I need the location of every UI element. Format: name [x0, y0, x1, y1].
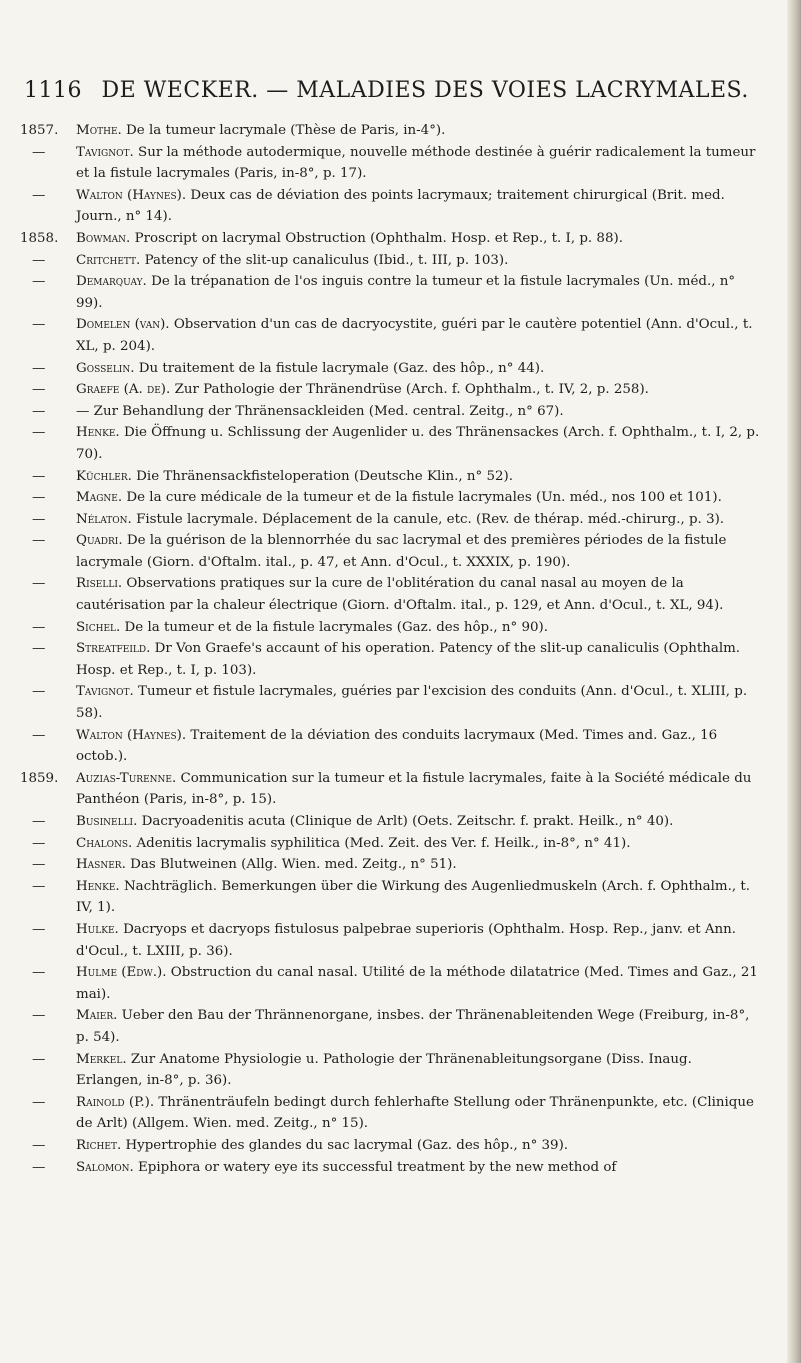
entry-text: Observations pratiques sur la cure de l'oblitération du canal nasal au moyen de la cautérisation par la chaleur électrique (Giorn. d'Oftalm. ital., p. 129, et Ann. d'Ocul., t. XL, 94). [76, 576, 724, 614]
entry-text: Sur la méthode autodermique, nouvelle méthode destinée à guérir radicalement la tumeur et la fistule lacrymales (Paris, in-8°, p. 17). [76, 144, 756, 182]
entry-author: Richet. [76, 1137, 122, 1153]
entry-year: — [32, 835, 46, 851]
bibliography-entry [20, 422, 760, 465]
entry-author: Chalons. [76, 835, 133, 851]
bibliography-entry [20, 185, 760, 228]
entry-author: Bowman. [76, 230, 131, 246]
entry-text: Communication sur la tumeur et la fistule lacrymales, faite à la Société médicale du Panthéon (Paris, in-8°, p. 15). [76, 770, 752, 808]
entry-author: Hasner. [76, 857, 126, 873]
entry-text: Deux cas de déviation des points lacrymaux; traitement chirurgical (Brit. med. Journ., n° 14). [76, 187, 725, 225]
entry-text: Die Öffnung u. Schlissung der Augenlider u. des Thränensackes (Arch. f. Ophthalm., t. I, 2, p. 70). [76, 425, 760, 462]
entry-author: Maier. [76, 1008, 118, 1024]
entry-author: Domelen (van). [76, 317, 170, 333]
entry-year: — [32, 274, 46, 290]
bibliography-entry [20, 725, 760, 768]
bibliography-entry [20, 358, 760, 380]
entry-author: Streatfeild. [76, 641, 151, 657]
entry-author: Walton (Haynes). [76, 187, 187, 203]
entry-text: Thränenträufeln bedingt durch fehlerhafte Stellung oder Thränenpunkte, etc. (Clinique de Arlt) (Allgem. Wien. med. Zeitg., n° 15). [76, 1094, 754, 1132]
bibliography-entry [20, 854, 760, 876]
entry-author: Hulke. [76, 921, 119, 937]
running-title: DE WECKER. — MALADIES DES VOIES LACRYMALES. [101, 78, 749, 103]
entry-year: — [32, 490, 46, 506]
bibliography-entry [20, 466, 760, 488]
bibliography-entry [20, 768, 760, 811]
bibliography-entry [20, 1049, 760, 1092]
entry-author: Demarquay. [76, 274, 147, 290]
entry-text: Adenitis lacrymalis syphilitica (Med. Zeit. des Ver. f. Heilk., in-8°, n° 41). [136, 835, 631, 851]
entry-text: Zur Anatome Physiologie u. Pathologie der Thränenableitungsorgane (Diss. Inaug. Erlangen, in-8°, p. 36). [76, 1051, 692, 1089]
entry-year: — [32, 684, 46, 700]
entry-year: — [32, 1159, 46, 1175]
entry-author: Critchett. [76, 252, 141, 268]
entry-year: — [32, 1137, 46, 1153]
entry-text: De la cure médicale de la tumeur et de la fistule lacrymales (Un. méd., nos 100 et 101). [126, 490, 722, 506]
entry-text: Ueber den Bau der Thrännenorgane, insbes. der Thränenableitenden Wege (Freiburg, in-8°, p. 54). [76, 1008, 750, 1045]
bibliography-entry [20, 811, 760, 833]
entry-text: Hypertrophie des glandes du sac lacrymal (Gaz. des hôp., n° 39). [125, 1137, 569, 1153]
entry-author: Tavignot. [76, 684, 134, 700]
entry-author: Quadri. [76, 533, 123, 549]
entry-year: — [32, 1051, 46, 1067]
entry-year: — [32, 382, 46, 398]
bibliography-entry [20, 1135, 760, 1157]
entry-year: — [32, 1008, 46, 1024]
entry-text: Obstruction du canal nasal. Utilité de la méthode dilatatrice (Med. Times and Gaz., 21 mai). [76, 965, 758, 1002]
entry-text: Observation d'un cas de dacryocystite, guéri par le cautère potentiel (Ann. d'Ocul., t. XL, p. 204). [76, 317, 753, 354]
entry-year: — [32, 511, 46, 527]
entry-author: Rainold (P.). [76, 1094, 155, 1110]
entry-year: — [32, 468, 46, 484]
bibliography-entry [20, 919, 760, 962]
entry-text: Proscript on lacrymal Obstruction (Ophthalm. Hosp. et Rep., t. I, p. 88). [134, 230, 623, 246]
running-header [24, 78, 764, 103]
entry-author: Mothe. [76, 123, 122, 138]
bibliography-entry [20, 681, 760, 724]
entry-text: Du traitement de la fistule lacrymale (Gaz. des hôp., n° 44). [138, 360, 545, 376]
entry-year: 1859. [20, 770, 59, 786]
entry-author: — [76, 403, 90, 419]
entry-text: Dr Von Graefe's accaunt of his operation. Patency of the slit-up canaliculis (Ophthalm. Hosp. et Rep., t. I, p. 103). [76, 641, 741, 678]
entry-text: De la tumeur lacrymale (Thèse de Paris, in-4°). [126, 123, 446, 138]
entry-author: Henke. [76, 425, 120, 441]
entry-text: Traitement de la déviation des conduits lacrymaux (Med. Times and. Gaz., 16 octob.). [76, 727, 718, 765]
entry-year: 1857. [20, 123, 59, 138]
entry-text: Patency of the slit-up canaliculus (Ibid., t. III, p. 103). [144, 252, 509, 268]
entry-year: — [32, 1094, 46, 1110]
bibliography-entry [20, 250, 760, 272]
bibliography-entry [20, 379, 760, 401]
bibliography-entry [20, 142, 760, 185]
entry-author: Walton (Haynes). [76, 727, 187, 743]
entry-text: Tumeur et fistule lacrymales, guéries par l'excision des conduits (Ann. d'Ocul., t. XLIII, p. 58). [76, 684, 748, 722]
entry-year: — [32, 252, 46, 268]
entry-author: Magne. [76, 490, 123, 506]
entry-year: — [32, 144, 46, 160]
entry-year: — [32, 533, 46, 549]
entry-author: Riselli. [76, 576, 123, 592]
entry-author: Küchler. [76, 468, 132, 484]
entry-year: — [32, 317, 46, 333]
bibliography-entry [20, 833, 760, 855]
entry-year: — [32, 360, 46, 376]
entry-text: De la tumeur et de la fistule lacrymales (Gaz. des hôp., n° 90). [124, 619, 548, 635]
bibliography-entry [20, 962, 760, 1005]
entry-year: — [32, 814, 46, 829]
entry-year: — [32, 727, 46, 743]
entry-year: — [32, 619, 46, 635]
entry-text: De la trépanation de l'os inguis contre la tumeur et la fistule lacrymales (Un. méd., n° 99). [76, 274, 736, 311]
entry-text: Dacryops et dacryops fistulosus palpebrae superioris (Ophthalm. Hosp. Rep., janv. et Ann. d'Ocul., t. LXIII, p. 36). [76, 921, 737, 959]
entry-year: — [32, 576, 46, 592]
bibliography-entry [20, 1092, 760, 1135]
entry-year: — [32, 921, 46, 937]
entry-year: — [32, 641, 46, 657]
bibliography-entry [20, 271, 760, 314]
bibliography-entry [20, 530, 760, 573]
entry-year: — [32, 425, 46, 441]
entry-year: — [32, 965, 46, 981]
bibliography-entry [20, 120, 760, 142]
bibliography-entry [20, 638, 760, 681]
entry-year: 1858. [20, 230, 59, 246]
bibliography-entry [20, 573, 760, 616]
entry-text: De la guérison de la blennorrhée du sac lacrymal et des premières périodes de la fistule lacrymale (Giorn. d'Oftalm. ital., p. 47, et Ann. d'Ocul., t. XXXIX, p. 190). [76, 533, 727, 570]
bibliography-entry [20, 487, 760, 509]
entry-author: Sichel. [76, 619, 121, 635]
entry-author: Salomon. [76, 1159, 134, 1175]
bibliography-entry [20, 1005, 760, 1048]
entry-author: Tavignot. [76, 144, 134, 160]
entry-text: Nachträglich. Bemerkungen über die Wirkung des Augenliedmuskeln (Arch. f. Ophthalm., t. IV, 1). [76, 878, 751, 916]
entry-text: Das Blutweinen (Allg. Wien. med. Zeitg., n° 51). [130, 857, 457, 873]
bibliography-entry [20, 617, 760, 639]
entry-text: Zur Behandlung der Thränensackleiden (Med. central. Zeitg., n° 67). [93, 403, 564, 419]
bibliography-entry [20, 314, 760, 357]
entry-year: — [32, 187, 46, 203]
entry-author: Merkel. [76, 1051, 127, 1067]
bibliography-entry [20, 876, 760, 919]
entry-author: Nélaton. [76, 511, 132, 527]
bibliography-entry [20, 401, 760, 423]
entry-author: Gosselin. [76, 360, 135, 376]
entry-year: — [32, 878, 46, 894]
entry-author: Graefe (A. de). [76, 382, 171, 398]
entry-text: Die Thränensackfisteloperation (Deutsche Klin., n° 52). [136, 468, 514, 484]
entry-author: Hulme (Edw.). [76, 965, 167, 981]
page-edge [787, 0, 801, 1363]
bibliography-list [20, 120, 760, 1178]
entry-author: Henke. [76, 878, 120, 894]
entry-year: — [32, 403, 46, 419]
bibliography-entry [20, 1157, 760, 1179]
entry-year: — [32, 857, 46, 873]
entry-text: Zur Pathologie der Thränendrüse (Arch. f. Ophthalm., t. IV, 2, p. 258). [174, 382, 649, 398]
entry-author: Auzias-Turenne. [76, 770, 177, 786]
entry-text: Epiphora or watery eye its successful treatment by the new method of [138, 1159, 617, 1175]
page-number: 1116 [24, 78, 82, 103]
entry-text: Dacryoadenitis acuta (Clinique de Arlt) (Oets. Zeitschr. f. prakt. Heilk., n° 40). [141, 814, 674, 829]
bibliography-entry [20, 228, 760, 250]
entry-text: Fistule lacrymale. Déplacement de la canule, etc. (Rev. de thérap. méd.-chirurg., p. 3). [136, 511, 725, 527]
bibliography-entry [20, 509, 760, 531]
entry-author: Businelli. [76, 814, 138, 829]
